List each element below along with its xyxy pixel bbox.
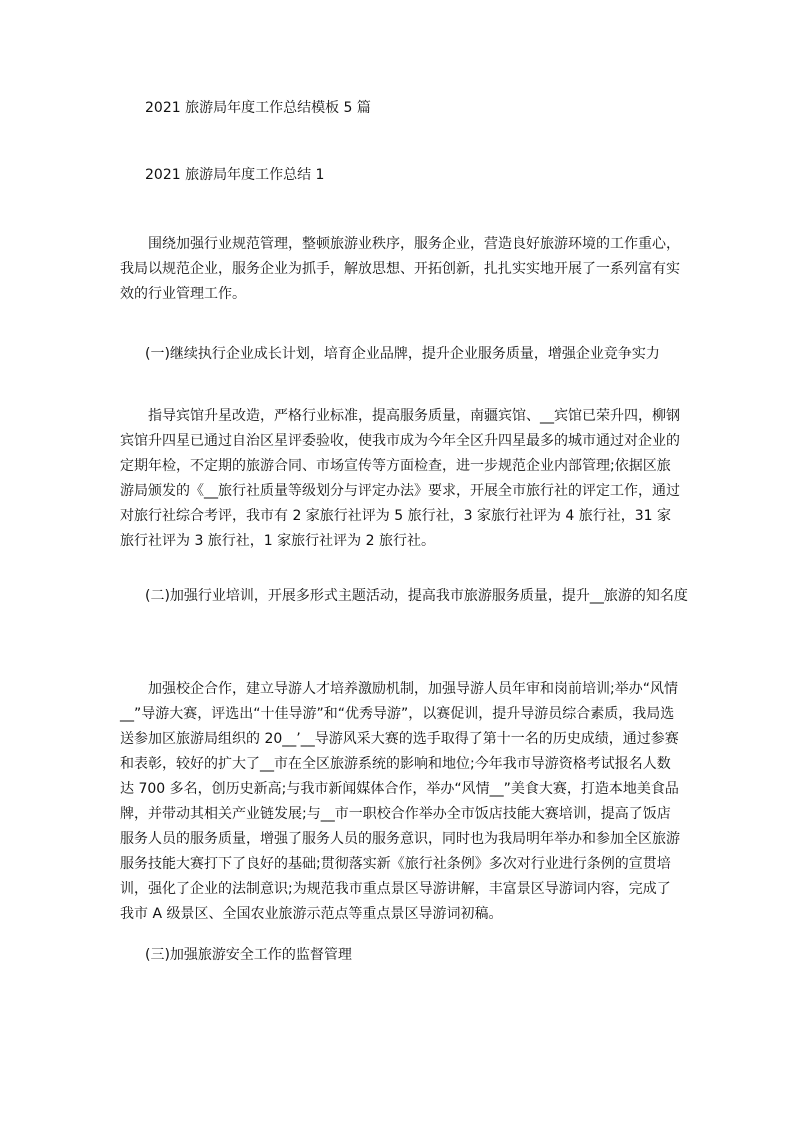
- heading-section-2: (二)加强行业培训，开展多形式主题活动，提高我市旅游服务质量，提升__旅游的知名度: [145, 588, 688, 604]
- heading-section-3: (三)加强旅游安全工作的监督管理: [145, 947, 352, 963]
- heading-section-1: (一)继续执行企业成长计划，培育企业品牌，提升企业服务质量，增强企业竞争实力: [145, 346, 660, 362]
- section-title: 2021 旅游局年度工作总结 1: [145, 167, 325, 183]
- paragraph-section-1: 指导宾馆升星改造，严格行业标准，提高服务质量，南疆宾馆、__宾馆已荣升四，柳钢宾馆升四星已通过自治区星评委验收，使我市成为今年全区升四星最多的城市通过对企业的定期年检，不定期的旅游合同、市场宣传等方面检查，进一步规范企业内部管理;依据区旅游局颁发的《__旅行社质量等级划分与评定办法》要求，开展全市旅行社的评定工作，通过对旅行社综合考评，我市有 2 家旅行社评为 5 旅行社，3 家旅行社评为 4 旅行社，31 家旅行社评为 3 旅行社，1 家旅行社评为 2 旅行社。: [120, 408, 680, 549]
- paragraph-section-2: 加强校企合作，建立导游人才培养激励机制，加强导游人员年审和岗前培训;举办“风情__”导游大赛，评选出“十佳导游”和“优秀导游”，以赛促训，提升导游员综合素质，我局选送参加区旅游局组织的 20__’__导游风采大赛的选手取得了第十一名的历史成绩，通过参赛和表彰，较好的扩大了__市在全区旅游系统的影响和地位;今年我市导游资格考试报名人数达 700 多名，创历史新高;与我市新闻媒体合作，举办“风情__”美食大赛，打造本地美食品牌，并带动其相关产业链发展;与__市一职校合作举办全市饭店技能大赛培训，提高了饭店服务人员的服务质量，增强了服务人员的服务意识，同时也为我局明年举办和参加全区旅游服务技能大赛打下了良好的基础;贯彻落实新《旅行社条例》多次对行业进行条例的宣贯培训，强化了企业的法制意识;为规范我市重点景区导游讲解，丰富景区导游词内容，完成了我市 A 级景区、全国农业旅游示范点等重点景区导游词初稿。: [120, 681, 680, 922]
- document-title: 2021 旅游局年度工作总结模板 5 篇: [145, 100, 371, 116]
- paragraph-intro: 围绕加强行业规范管理，整顿旅游业秩序，服务企业，营造良好旅游环境的工作重心，我局以规范企业，服务企业为抓手，解放思想、开拓创新，扎扎实实地开展了一系列富有实效的行业管理工作。: [120, 236, 680, 302]
